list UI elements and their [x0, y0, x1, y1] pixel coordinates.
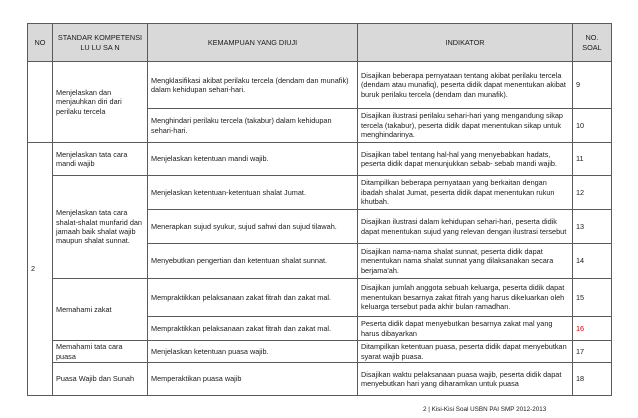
table-header-row	[28, 24, 612, 62]
soal-cell: 15	[573, 279, 612, 317]
kemampuan-cell: Memperaktikan puasa wajib	[148, 363, 358, 396]
indikator-cell: Disajikan waktu pelaksanaan puasa wajib, peserta didik dapat menyebutkan hari yang diharamkan untuk puasa	[358, 363, 573, 396]
standar-cell: Menjelaskan dan menjauhkan diri dari perilaku tercela	[53, 62, 148, 143]
kemampuan-cell: Menyebutkan pengertian dan ketentuan shalat sunnat.	[148, 244, 358, 279]
soal-cell: 17	[573, 341, 612, 363]
soal-cell: 16	[573, 317, 612, 341]
kemampuan-cell: Menerapkan sujud syukur, sujud sahwi dan sujud tilawah.	[148, 210, 358, 244]
header-standar-kompetensi: STANDAR KOMPETENSI LU LU SA N	[53, 24, 148, 62]
kemampuan-cell: Menjelaskan ketentuan puasa wajib.	[148, 341, 358, 363]
kemampuan-cell: Menghindari perilaku tercela (takabur) dalam kehidupan sehari-hari.	[148, 109, 358, 143]
indikator-cell: Disajikan tabel tentang hal-hal yang menyebabkan hadats, peserta didik dapat menunjukkan sebab- sebab mandi wajib.	[358, 143, 573, 176]
soal-cell: 14	[573, 244, 612, 279]
indikator-cell: Ditampilkan beberapa pernyataan yang berkaitan dengan ibadah shalat Jumat, peserta didik dapat menentukan rukun khutbah.	[358, 176, 573, 210]
table-row	[28, 176, 612, 210]
kemampuan-cell: Mengklasifikasi akibat perilaku tercela (dendam dan munafik) dalam kehidupan sehari-hari.	[148, 62, 358, 109]
indikator-cell: Disajikan ilustrasi perilaku sehari-hari yang mengandung sikap tercela (takabur), peserta didik dapat menentukan sikap untuk menghindarinya.	[358, 109, 573, 143]
header-no: NO	[28, 24, 53, 62]
indikator-cell: Ditampilkan ketentuan puasa, peserta didik dapat menyebutkan syarat wajib puasa.	[358, 341, 573, 363]
soal-cell: 13	[573, 210, 612, 244]
standar-cell: Memahami tata cara puasa	[53, 341, 148, 363]
soal-cell: 12	[573, 176, 612, 210]
indikator-cell: Disajikan beberapa pernyataan tentang akibat perilaku tercela (dendam atau munafiq), peserta didik dapat menentukan akibat buruk perilaku tercela (dendam dan munafik).	[358, 62, 573, 109]
document-page	[27, 23, 611, 396]
indikator-cell: Disajikan nama-nama shalat sunnat, peserta didik dapat menentukan nama shalat sunnat yang dilaksanakan secara berjama'ah.	[358, 244, 573, 279]
kemampuan-cell: Menjelaskan ketentuan mandi wajib.	[148, 143, 358, 176]
soal-cell: 18	[573, 363, 612, 396]
kemampuan-cell: Mempraktikkan pelaksanaan zakat fitrah dan zakat mal.	[148, 279, 358, 317]
header-indikator: INDIKATOR	[358, 24, 573, 62]
soal-cell: 9	[573, 62, 612, 109]
standar-cell: Puasa Wajib dan Sunah	[53, 363, 148, 396]
soal-cell: 11	[573, 143, 612, 176]
standar-cell: Menjelaskan tata cara mandi wajib	[53, 143, 148, 176]
standar-cell: Menjelaskan tata cara shalat-shalat munfarid dan jamaah baik shalat wajib maupun shalat sunnat.	[53, 176, 148, 279]
soal-cell: 10	[573, 109, 612, 143]
table-row	[28, 363, 612, 396]
header-kemampuan: KEMAMPUAN YANG DIUJI	[148, 24, 358, 62]
indikator-cell: Peserta didik dapat menyebutkan besarnya zakat mal yang harus dibayarkan	[358, 317, 573, 341]
kemampuan-cell: Menjelaskan ketentuan-ketentuan shalat Jumat.	[148, 176, 358, 210]
standar-cell: Memahami zakat	[53, 279, 148, 341]
kemampuan-cell: Mempraktikkan pelaksanaan zakat fitrah dan zakat mal.	[148, 317, 358, 341]
table-row	[28, 62, 612, 109]
table-row	[28, 279, 612, 317]
kisi-kisi-table	[27, 23, 612, 396]
no-cell	[28, 62, 53, 143]
page-footer: 2 | Kisi-Kisi Soal USBN PAI SMP 2012-2013	[423, 406, 547, 413]
no-cell: 2	[28, 143, 53, 396]
table-row	[28, 341, 612, 363]
header-no-soal: NO. SOAL	[573, 24, 612, 62]
table-row	[28, 143, 612, 176]
indikator-cell: Disajikan ilustrasi dalam kehidupan sehari-hari, peserta didik dapat menentukan sujud yang relevan dengan ilustrasi tersebut	[358, 210, 573, 244]
indikator-cell: Disajikan jumlah anggota sebuah keluarga, peserta didik dapat menentukan besarnya zakat fitrah yang harus dikeluarkan oleh keluarga tersebut pada akhir bulan ramadhan.	[358, 279, 573, 317]
